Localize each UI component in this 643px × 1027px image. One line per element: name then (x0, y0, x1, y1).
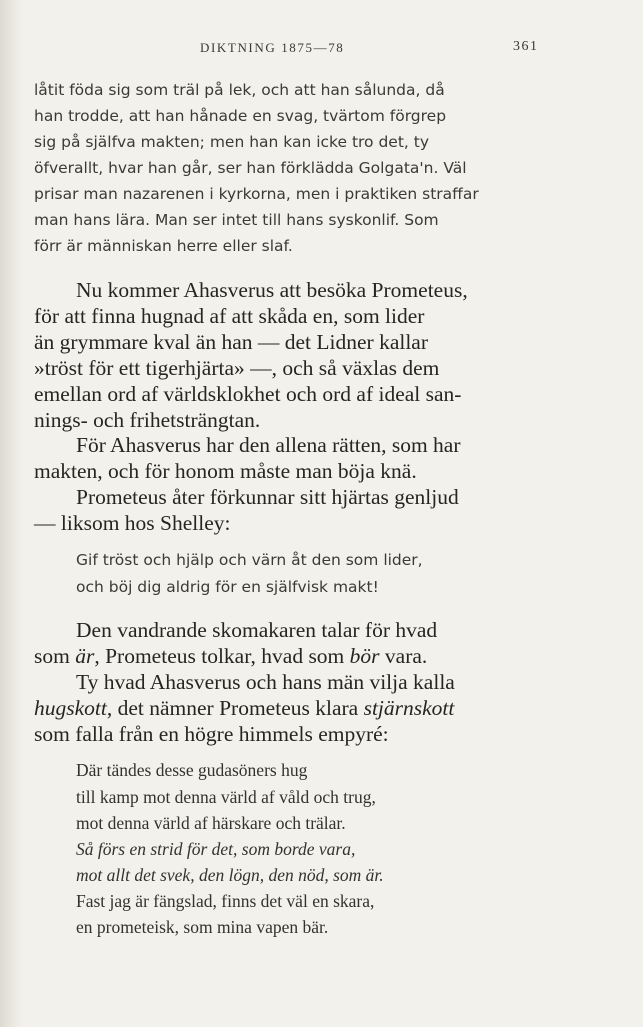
emphasis-text: är (75, 644, 95, 668)
text-line: sig på själfva makten; men han kan icke tro det, ty (34, 133, 430, 151)
text-segment: vara. (379, 644, 428, 668)
text-segment: , det nämner Prometeus klara (106, 696, 364, 720)
quote-line: och böj dig aldrig för en själfvisk makt! (76, 578, 379, 596)
text-line: emellan ord af världsklokhet och ord af ideal san- (34, 382, 462, 406)
quote-line: Fast jag är fängslad, finns det väl en skara, (76, 891, 375, 911)
quote-line: till kamp mot denna värld af våld och trug, (76, 787, 376, 807)
text-line: man hans lära. Man ser intet till hans syskonlif. Som (34, 211, 439, 229)
text-line: makten, och för honom måste man böja knä. (34, 459, 417, 483)
page-binding-edge (0, 0, 22, 1027)
text-segment: som (34, 644, 76, 668)
text-line: för att finna hugnad af att skåda en, som lider (34, 304, 425, 328)
quote-line: mot denna värld af härskare och trälar. (76, 813, 346, 833)
text-line-mixed (34, 644, 427, 669)
text-line: Ty hvad Ahasverus och hans män vilja kalla (76, 670, 455, 694)
text-line: Den vandrande skomakaren talar för hvad (76, 618, 438, 642)
text-line: som falla från en högre himmels empyré: (34, 722, 389, 746)
text-line: Nu kommer Ahasverus att besöka Prometeus, (76, 278, 468, 302)
emphasis-text: stjärnskott (363, 696, 455, 720)
text-line: öfverallt, hvar han går, ser han förklädda Golgata'n. Väl (34, 159, 467, 177)
running-head: DIKTNING 1875—78 (200, 40, 345, 55)
quote-line-italic: Så förs en strid för det, som borde vara, (76, 839, 356, 859)
text-line: prisar man nazarenen i kyrkorna, men i praktiken straffar (34, 185, 479, 203)
page-number: 361 (513, 39, 539, 54)
text-segment: , Prometeus tolkar, hvad som (94, 644, 350, 668)
text-line: förr är människan herre eller slaf. (34, 237, 293, 255)
text-line: För Ahasverus har den allena rätten, som har (76, 433, 461, 457)
quote-line: Där tändes desse gudasöners hug (76, 760, 308, 780)
quote-line: Gif tröst och hjälp och värn åt den som lider, (76, 551, 423, 569)
text-line-mixed (34, 696, 454, 721)
text-line: »tröst för ett tigerhjärta» —, och så växlas dem (34, 356, 440, 380)
emphasis-text: hugskott (34, 696, 107, 720)
emphasis-text: bör (349, 644, 380, 668)
text-line: han trodde, att han hånade en svag, tvärtom förgrep (34, 107, 447, 125)
quote-line-italic: mot allt det svek, den lögn, den nöd, som är. (76, 865, 384, 885)
text-line: än grymmare kval än han — det Lidner kallar (34, 330, 429, 354)
text-line: — liksom hos Shelley: (34, 511, 231, 535)
quote-line: en prometeisk, som mina vapen bär. (76, 917, 329, 937)
text-line: Prometeus åter förkunnar sitt hjärtas genljud (76, 485, 459, 509)
text-line: nings- och frihetsträngtan. (34, 408, 261, 432)
text-line: låtit föda sig som träl på lek, och att han sålunda, då (34, 81, 445, 99)
